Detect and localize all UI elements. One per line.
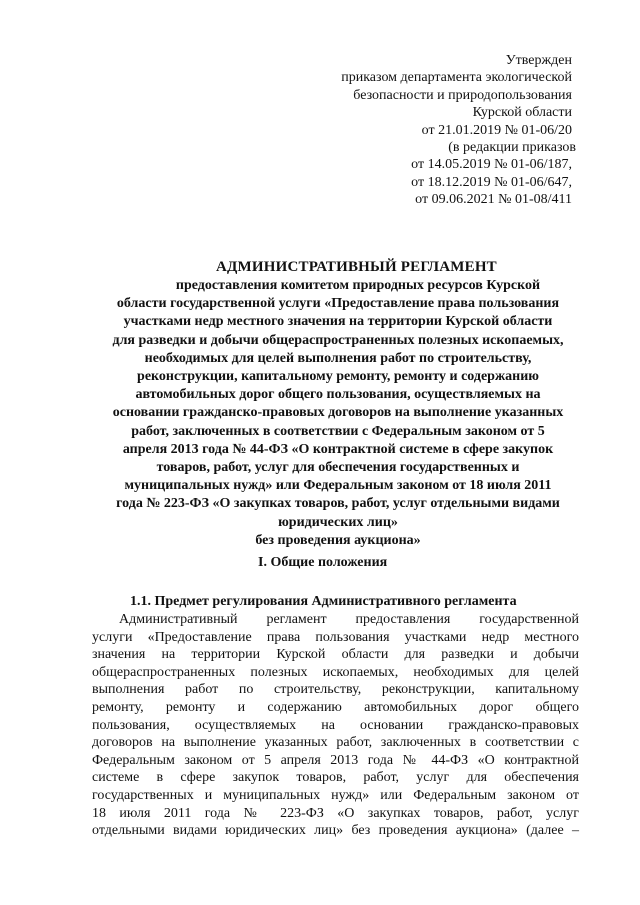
subtitle-line: области государственной услуги «Предоставление права пользования (116, 296, 560, 312)
subtitle-line: необходимых для целей выполнения работ по строительству, (144, 350, 532, 366)
subtitle-line: товаров, работ, услуг для обеспечения государственных и (156, 460, 520, 476)
subtitle-line: основании гражданско-правовых договоров на выполнение указанных (112, 405, 564, 421)
document-subtitle (88, 277, 588, 550)
approval-line: от 14.05.2019 № 01-06/187, (411, 157, 572, 173)
subtitle-line: реконструкции, капитальному ремонту, ремонту и содержанию (137, 369, 539, 385)
body-line: системе в сфере закупок товаров, работ, услуг для обеспечения (92, 770, 579, 786)
approval-line: (в редакции приказов (448, 140, 576, 156)
subsection-heading: 1.1. Предмет регулирования Административного регламента (130, 594, 517, 609)
approval-block (341, 52, 576, 209)
body-line: выполнения работ по строительству, реконструкции, капитальному (92, 682, 579, 698)
body-line: договоров на выполнение указанных работ, заключенных в соответствии с (92, 735, 579, 751)
body-line: 18 июля 2011 года № 223-ФЗ «О закупках товаров, работ, услуг (92, 805, 579, 821)
subtitle-line: муниципальных нужд» или Федеральным законом от 18 июля 2011 (124, 478, 552, 494)
subtitle-line: апреля 2013 года № 44-ФЗ «О контрактной системе в сфере закупок (122, 441, 554, 457)
body-paragraph (92, 611, 579, 840)
body-line: государственных и муниципальных нужд» или Федеральным законом от (92, 787, 579, 803)
approval-line: от 09.06.2021 № 01-08/411 (415, 192, 572, 208)
subtitle-line: года № 223-ФЗ «О закупках товаров, работ, услуг отдельными видами (116, 496, 560, 512)
body-line: отдельными видами юридических лиц» без проведения аукциона» (далее – (92, 823, 579, 839)
approval-line: приказом департамента экологической (341, 70, 572, 86)
approval-line: Утвержден (505, 53, 572, 68)
body-line: Административный регламент предоставления государственной (119, 612, 579, 627)
approval-line: Курской области (472, 105, 572, 121)
subtitle-line: участками недр местного значения на территории Курской области (123, 314, 553, 330)
document-title: АДМИНИСТРАТИВНЫЙ РЕГЛАМЕНТ (216, 259, 497, 275)
body-line: Федеральным законом от 5 апреля 2013 года № 44-ФЗ «О контрактной (92, 752, 579, 768)
section-heading: I. Общие положения (258, 555, 388, 570)
body-line: услуги «Предоставление права пользования участками недр местного (92, 629, 579, 645)
approval-line: от 21.01.2019 № 01-06/20 (421, 122, 572, 138)
body-line: значения на территории Курской области для разведки и добычи (92, 647, 579, 663)
body-line: общераспространенных полезных ископаемых, необходимых для целей (92, 664, 579, 680)
approval-line: от 18.12.2019 № 01-06/647, (411, 174, 572, 190)
body-line: ремонту, ремонту и содержанию автомобильных дорог общего (92, 699, 579, 715)
subtitle-line: автомобильных дорог общего пользования, осуществляемых на (135, 387, 541, 403)
subtitle-line: для разведки и добычи общераспространенных полезных ископаемых, (112, 332, 564, 348)
subtitle-line: предоставления комитетом природных ресурсов Курской (175, 278, 541, 293)
subtitle-line: работ, заключенных в соответствии с Федеральным законом от 5 (131, 423, 545, 439)
subtitle-line: без проведения аукциона» (255, 532, 421, 548)
approval-line: безопасности и природопользования (353, 87, 572, 103)
body-line: пользования, осуществляемых на основании гражданско-правовых (92, 717, 579, 733)
subtitle-line: юридических лиц» (278, 514, 398, 530)
